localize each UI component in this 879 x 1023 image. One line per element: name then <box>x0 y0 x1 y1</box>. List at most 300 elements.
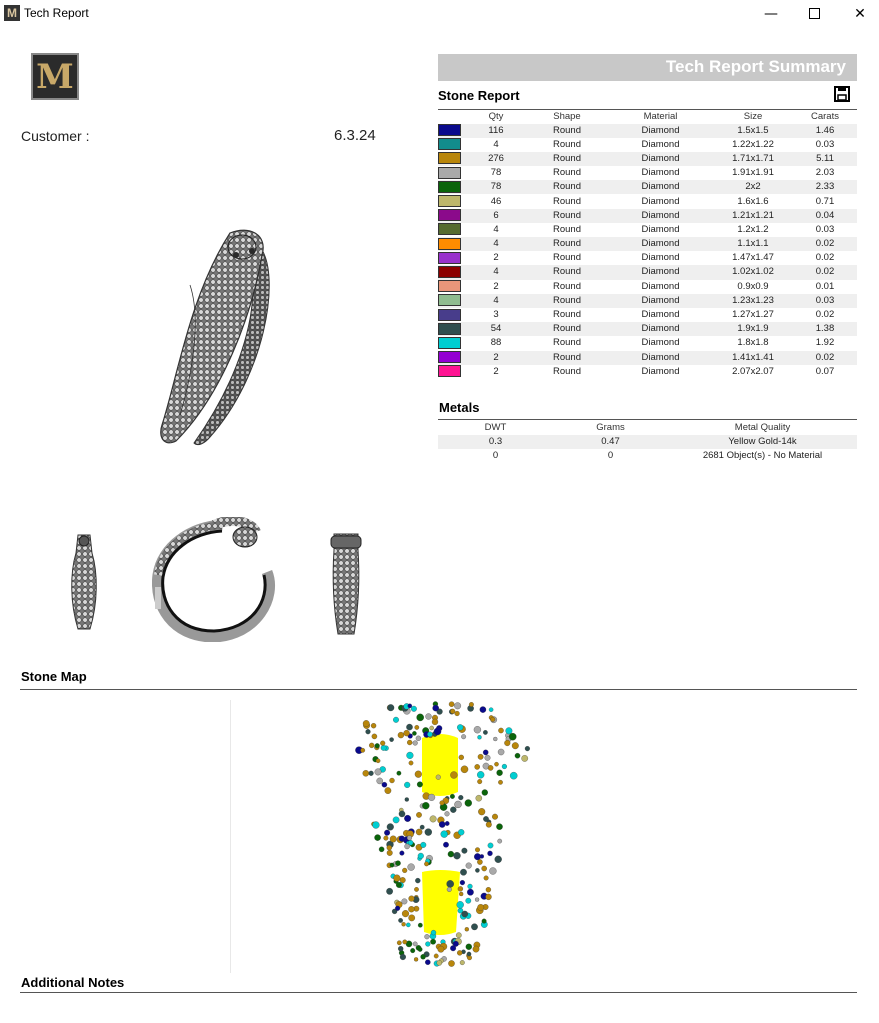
stone-size: 1.27x1.27 <box>732 309 774 321</box>
stone-color-swatch[interactable] <box>438 294 461 306</box>
col-header-carats: Carats <box>811 111 839 123</box>
table-row <box>438 449 857 463</box>
stone-shape: Round <box>553 337 581 349</box>
stone-marker <box>498 780 502 784</box>
stone-marker <box>485 755 491 761</box>
table-row <box>438 223 857 237</box>
stone-material: Diamond <box>641 181 680 193</box>
stone-marker <box>510 772 517 779</box>
stone-shape: Round <box>553 223 581 235</box>
stone-carats: 0.03 <box>815 294 835 306</box>
stone-marker <box>455 711 460 716</box>
stone-marker <box>450 807 456 813</box>
table-row <box>438 265 857 279</box>
stone-marker <box>410 948 415 953</box>
stone-marker <box>433 705 439 711</box>
stone-carats: 2.03 <box>815 167 835 179</box>
stone-material: Diamond <box>641 238 680 250</box>
maximize-button[interactable] <box>791 0 837 27</box>
stone-marker <box>420 825 424 829</box>
stone-marker <box>494 762 498 766</box>
stone-carats: 0.02 <box>815 252 835 264</box>
stone-report-table <box>438 109 857 379</box>
stone-marker <box>369 771 374 776</box>
table-row <box>438 237 857 251</box>
stone-marker <box>450 709 455 714</box>
table-row <box>438 280 857 294</box>
stone-marker <box>375 835 381 841</box>
stone-marker <box>363 770 369 776</box>
table-row <box>438 152 857 166</box>
app-icon: M <box>4 5 20 21</box>
stone-marker <box>390 738 394 742</box>
stone-carats: 0.04 <box>815 209 835 221</box>
stone-shape: Round <box>553 309 581 321</box>
stone-material: Diamond <box>641 309 680 321</box>
stone-marker <box>393 817 399 823</box>
stone-qty: 2 <box>493 365 499 377</box>
stone-marker <box>425 934 430 939</box>
stone-material: Diamond <box>641 152 680 164</box>
stone-marker <box>413 741 418 746</box>
stone-qty: 4 <box>493 238 499 250</box>
stone-marker <box>430 939 435 944</box>
minimize-button[interactable] <box>748 0 794 27</box>
stone-marker <box>404 782 410 788</box>
stone-marker <box>449 702 454 707</box>
stone-marker <box>441 831 448 838</box>
stone-marker <box>407 836 412 841</box>
stone-color-swatch[interactable] <box>438 124 461 136</box>
stone-marker <box>403 940 407 944</box>
metal-grams: 0.47 <box>601 436 620 447</box>
stone-color-swatch[interactable] <box>438 152 461 164</box>
stone-marker <box>476 795 482 801</box>
stone-marker <box>408 704 412 708</box>
stone-marker <box>477 771 484 778</box>
stone-color-swatch[interactable] <box>438 138 461 150</box>
stone-marker <box>475 848 480 853</box>
stone-shape: Round <box>553 181 581 193</box>
stone-marker <box>488 843 493 848</box>
stone-marker <box>483 730 487 734</box>
stone-shape: Round <box>553 209 581 221</box>
stone-marker <box>390 836 397 843</box>
stone-material: Diamond <box>641 280 680 292</box>
col-header-size: Size <box>743 111 763 123</box>
stone-qty: 2 <box>493 351 499 363</box>
stone-marker <box>498 749 504 755</box>
stone-marker <box>409 915 415 921</box>
stone-marker <box>398 946 403 951</box>
stone-marker <box>457 950 462 955</box>
stone-marker <box>408 906 414 912</box>
stone-marker <box>382 782 387 787</box>
ring-back-view <box>326 530 366 638</box>
stone-marker <box>473 946 479 952</box>
stone-marker <box>372 822 379 829</box>
stone-marker <box>484 876 489 881</box>
stone-size: 1.6x1.6 <box>737 195 769 207</box>
stone-marker <box>488 851 493 856</box>
stone-qty: 88 <box>490 337 502 349</box>
stone-marker <box>459 892 463 896</box>
stone-marker <box>400 954 406 960</box>
stone-marker <box>363 720 369 726</box>
stone-marker <box>431 930 436 935</box>
stone-carats: 0.02 <box>815 309 835 321</box>
stone-marker <box>454 703 461 710</box>
stone-color-swatch[interactable] <box>438 323 461 335</box>
stone-color-swatch[interactable] <box>438 209 461 221</box>
stone-marker <box>498 839 502 843</box>
stone-marker <box>424 862 428 866</box>
table-row <box>438 322 857 336</box>
stone-color-swatch[interactable] <box>438 351 461 363</box>
stone-qty: 46 <box>490 195 502 207</box>
stone-marker <box>478 754 483 759</box>
stone-marker <box>465 927 469 931</box>
ring-front-view <box>64 533 104 633</box>
stone-marker <box>421 954 426 959</box>
stone-color-swatch[interactable] <box>438 238 461 250</box>
stone-color-swatch[interactable] <box>438 337 461 349</box>
stone-marker <box>439 821 445 827</box>
stone-marker <box>437 960 442 965</box>
stone-marker <box>443 842 448 847</box>
stone-size: 1.21x1.21 <box>732 209 774 221</box>
stone-marker <box>361 748 365 752</box>
table-row <box>438 365 857 379</box>
stone-marker <box>462 848 468 854</box>
stone-marker <box>458 795 463 800</box>
stone-carats: 1.46 <box>815 124 835 136</box>
stone-shape: Round <box>553 351 581 363</box>
stone-size: 1.22x1.22 <box>732 138 774 150</box>
logo-letter: M <box>36 56 74 97</box>
stone-size: 2x2 <box>745 181 761 193</box>
stone-marker <box>390 778 395 783</box>
stone-marker <box>418 947 422 951</box>
stone-marker <box>428 794 435 801</box>
stone-marker <box>502 764 507 769</box>
col-header-dwt: DWT <box>484 421 507 433</box>
stone-marker <box>477 859 482 864</box>
stone-size: 1.23x1.23 <box>732 294 774 306</box>
stone-size: 1.41x1.41 <box>732 351 774 363</box>
metal-piece <box>422 734 458 796</box>
metal-grams: 0 <box>607 450 614 461</box>
table-row <box>438 166 857 180</box>
stone-color-swatch[interactable] <box>438 195 461 207</box>
stone-marker <box>396 882 402 888</box>
stone-carats: 0.07 <box>815 365 835 377</box>
stone-marker <box>385 787 391 793</box>
metal-dwt: 0.3 <box>488 436 503 447</box>
stone-marker <box>375 769 382 776</box>
stone-marker <box>457 901 464 908</box>
stone-marker <box>447 880 454 887</box>
metals-table-header <box>438 420 857 435</box>
stone-marker <box>509 733 516 740</box>
additional-notes-title: Additional Notes <box>21 975 125 990</box>
stone-marker <box>434 954 438 958</box>
close-button[interactable] <box>837 0 879 27</box>
stone-marker <box>371 723 376 728</box>
stone-marker <box>515 753 520 758</box>
stone-marker <box>445 821 449 825</box>
stone-shape: Round <box>553 252 581 264</box>
ring-side-view <box>152 517 282 642</box>
stone-carats: 0.02 <box>815 266 835 278</box>
stone-size: 1.2x1.2 <box>737 223 769 235</box>
stone-marker <box>466 944 472 950</box>
stone-marker <box>471 924 477 930</box>
table-row <box>438 138 857 152</box>
stone-marker <box>488 765 493 770</box>
stone-material: Diamond <box>641 138 680 150</box>
stone-shape: Round <box>553 323 581 335</box>
stone-qty: 4 <box>493 266 499 278</box>
stone-color-swatch[interactable] <box>438 181 461 193</box>
stone-marker <box>417 782 423 788</box>
stone-marker <box>486 894 492 900</box>
stone-material: Diamond <box>641 252 680 264</box>
stone-marker <box>414 887 418 891</box>
metal-piece <box>422 870 460 935</box>
stone-marker <box>376 759 380 763</box>
stone-marker <box>406 923 410 927</box>
stone-marker <box>475 868 479 872</box>
stone-marker <box>460 869 466 875</box>
stone-marker <box>369 743 374 748</box>
stone-marker <box>407 752 414 759</box>
stone-marker <box>440 801 445 806</box>
stone-color-swatch[interactable] <box>438 252 461 264</box>
stone-marker <box>447 887 452 892</box>
stone-marker <box>475 764 480 769</box>
stone-marker <box>489 868 496 875</box>
stone-marker <box>492 814 498 820</box>
stone-marker <box>438 946 444 952</box>
table-row <box>438 351 857 365</box>
stone-marker <box>482 790 488 796</box>
stone-marker <box>404 815 411 822</box>
stone-size: 1.02x1.02 <box>732 266 774 278</box>
table-row <box>438 336 857 350</box>
stone-marker <box>390 863 394 867</box>
stone-marker <box>375 743 380 748</box>
stone-marker <box>425 960 430 965</box>
stone-marker <box>455 801 462 808</box>
stone-marker <box>448 960 454 966</box>
table-row <box>438 294 857 308</box>
stone-marker <box>497 770 503 776</box>
stone-marker <box>387 824 394 831</box>
customer-value: 6.3.24 <box>334 127 376 144</box>
stone-marker <box>379 847 384 852</box>
stone-marker <box>398 732 404 738</box>
stone-marker <box>467 952 471 956</box>
stone-marker <box>387 850 393 856</box>
stone-marker <box>402 910 409 917</box>
stone-marker <box>458 886 463 891</box>
table-row <box>438 435 857 449</box>
metal-quality: 2681 Object(s) - No Material <box>702 450 823 461</box>
stone-marker <box>456 933 461 938</box>
stone-carats: 0.03 <box>815 138 835 150</box>
stone-marker <box>461 766 468 773</box>
stone-color-swatch[interactable] <box>438 365 461 377</box>
stone-marker <box>411 706 417 712</box>
metals-title: Metals <box>439 400 480 415</box>
summary-header <box>438 54 857 81</box>
stone-qty: 2 <box>493 252 499 264</box>
window-title: Tech Report <box>24 6 89 20</box>
stone-marker <box>414 957 418 961</box>
stone-marker <box>430 726 434 730</box>
table-row <box>438 251 857 265</box>
stone-marker <box>461 734 466 739</box>
minimize-icon: — <box>764 5 778 22</box>
stone-marker <box>418 923 422 927</box>
stone-material: Diamond <box>641 266 680 278</box>
stone-color-swatch[interactable] <box>438 223 461 235</box>
stone-marker <box>474 726 481 733</box>
stone-shape: Round <box>553 167 581 179</box>
stone-marker <box>453 941 459 947</box>
col-header-grams: Grams <box>596 421 625 433</box>
save-icon[interactable] <box>834 86 850 102</box>
stone-marker <box>493 737 497 741</box>
stone-size: 1.5x1.5 <box>737 124 769 136</box>
stone-marker <box>491 717 496 722</box>
stone-marker <box>434 728 441 735</box>
stone-carats: 5.11 <box>816 152 834 164</box>
stone-marker <box>415 771 422 778</box>
stone-shape: Round <box>553 124 581 136</box>
stone-qty: 2 <box>493 280 499 292</box>
stone-size: 2.07x2.07 <box>732 365 774 377</box>
stone-carats: 0.01 <box>815 280 835 292</box>
stone-marker <box>398 918 402 922</box>
stone-marker <box>395 906 400 911</box>
stone-size: 1.9x1.9 <box>737 323 769 335</box>
stone-marker <box>425 829 432 836</box>
stone-marker <box>430 816 437 823</box>
stone-marker <box>486 887 491 892</box>
customer-label: Customer : <box>21 128 90 144</box>
stone-marker <box>522 755 528 761</box>
stone-marker <box>466 898 471 903</box>
stone-marker <box>412 731 416 735</box>
stone-marker <box>417 714 424 721</box>
stone-marker <box>408 864 415 871</box>
stone-color-swatch[interactable] <box>438 167 461 179</box>
table-row <box>438 194 857 208</box>
metal-dwt: 0 <box>492 450 499 461</box>
stone-marker <box>413 942 417 946</box>
metals-table <box>438 419 857 463</box>
stone-map-panel-divider <box>230 700 231 973</box>
stone-table-header <box>438 110 857 124</box>
table-row <box>438 209 857 223</box>
stone-marker <box>397 941 401 945</box>
stone-marker <box>426 714 432 720</box>
stone-carats: 1.38 <box>815 323 835 335</box>
stone-marker <box>402 899 408 905</box>
stone-marker <box>366 729 371 734</box>
col-header-metal-quality: Metal Quality <box>734 421 791 433</box>
stone-marker <box>482 866 487 871</box>
stone-marker <box>460 960 465 965</box>
stone-marker <box>478 808 485 815</box>
stone-qty: 78 <box>490 167 502 179</box>
stone-marker <box>459 755 464 760</box>
title-bar <box>0 0 879 27</box>
stone-shape: Round <box>553 138 581 150</box>
stone-marker <box>402 868 407 873</box>
stone-map-title: Stone Map <box>21 669 87 684</box>
stone-marker <box>512 742 519 749</box>
stone-marker <box>448 851 454 857</box>
stone-marker <box>466 863 472 869</box>
stone-marker <box>480 707 486 713</box>
stone-color-swatch[interactable] <box>438 266 461 278</box>
stone-marker <box>380 741 385 746</box>
stone-marker <box>387 845 392 850</box>
stone-marker <box>436 775 441 780</box>
stone-marker <box>486 822 492 828</box>
stone-color-swatch[interactable] <box>438 309 461 321</box>
ring-perspective-render <box>150 225 285 450</box>
stone-marker <box>394 875 401 882</box>
stone-color-swatch[interactable] <box>438 280 461 292</box>
stone-marker <box>402 922 406 926</box>
stone-marker <box>415 878 420 883</box>
stone-marker <box>404 730 410 736</box>
col-header-material: Material <box>643 111 678 123</box>
stone-marker <box>425 942 430 947</box>
stone-qty: 4 <box>493 223 499 235</box>
stone-material: Diamond <box>641 209 680 221</box>
stone-size: 1.8x1.8 <box>737 337 769 349</box>
table-row <box>438 124 857 138</box>
stone-marker <box>460 880 465 885</box>
stone-marker <box>393 717 399 723</box>
stone-marker <box>384 830 390 836</box>
additional-notes-divider <box>20 992 857 993</box>
stone-marker <box>388 704 395 711</box>
stone-marker <box>416 736 421 741</box>
stone-size: 0.9x0.9 <box>737 280 769 292</box>
stone-marker <box>421 842 427 848</box>
stone-qty: 54 <box>490 323 502 335</box>
stone-marker <box>427 732 432 737</box>
stone-marker <box>468 884 473 889</box>
stone-marker <box>407 740 412 745</box>
stone-marker <box>469 702 474 707</box>
stone-marker <box>450 772 457 779</box>
stone-marker <box>408 840 413 845</box>
close-icon: ✕ <box>854 5 866 22</box>
stone-marker <box>462 911 468 917</box>
stone-marker <box>477 779 482 784</box>
stone-marker <box>432 719 438 725</box>
stone-marker <box>478 735 482 739</box>
stone-carats: 1.92 <box>815 337 835 349</box>
stone-qty: 78 <box>490 181 502 193</box>
